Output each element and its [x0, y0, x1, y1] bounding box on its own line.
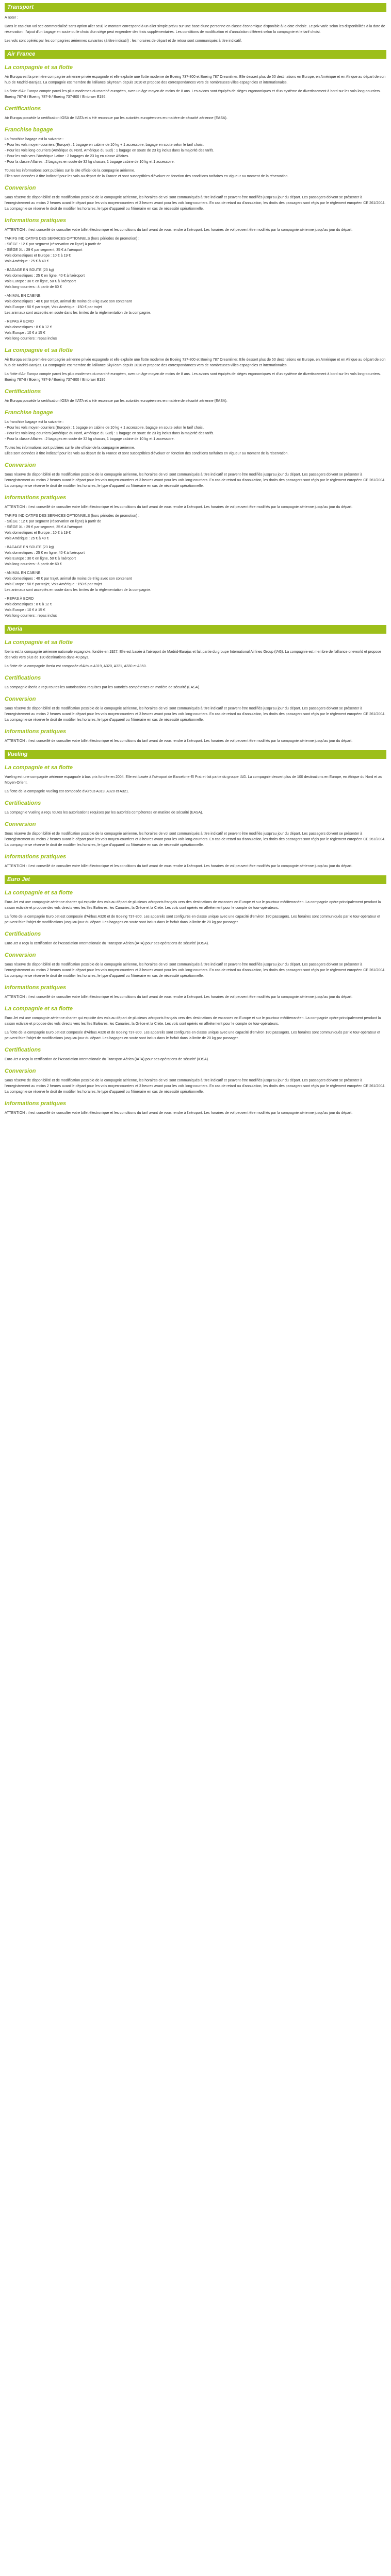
- text-line: Vols domestiques : 40 € par trajet, animal de moins de 8 kg avec son contenant: [5, 300, 132, 303]
- text-line: - Pour les vols long-courriers (Amérique du Nord, Amérique du Sud) : 1 bagage en soute de 23 kg inclus dans la majorité des tarifs.: [5, 432, 215, 435]
- subsection-title: Franchise bagage: [5, 127, 53, 133]
- paragraph: La compagnie Vueling a reçu toutes les autorisations requises par les autorités compétentes en matière de sécurité (EASA).: [5, 811, 203, 815]
- subsection-conversion: [5, 952, 386, 979]
- text-line: - Pour la classe Affaires : 2 bagages en soute de 32 kg chacun, 1 bagage cabine de 10 kg et 1 accessoire.: [5, 437, 175, 441]
- subsection-title: Conversion: [5, 462, 36, 468]
- paragraph: Air Europa est la première compagnie aérienne privée espagnole et elle exploite une flotte moderne de Boeing 737-800 et Boeing 787 Dreamliner. Elle dessert plus de 50 destinations en Europe, en Amérique et en Afrique au départ de son hub de Madrid-Barajas. La compagnie est membre de l'alliance SkyTeam depuis 2010 et propose des correspondances vers de nombreuses villes espagnoles et internationales.: [5, 358, 386, 367]
- section-title: Transport: [5, 3, 386, 12]
- subsection-title: Certifications: [5, 931, 41, 937]
- text-line: Les animaux sont acceptés en soute dans les limites de la réglementation de la compagnie.: [5, 311, 152, 315]
- subsection-title: Conversion: [5, 1068, 36, 1074]
- subsection-informations-pratiques: [5, 494, 386, 619]
- text-line: - BAGAGE EN SOUTE (23 kg): [5, 546, 54, 549]
- subsection-title: Conversion: [5, 952, 36, 958]
- text-line: Elles sont données à titre indicatif pour les vols au départ de la France et sont susceptibles d'évoluer en fonction des conditions tarifaires en vigueur au moment de la réservation.: [5, 175, 289, 178]
- text-line: Vols long-courriers : repas inclus: [5, 614, 57, 618]
- subsection-conversion: [5, 821, 386, 848]
- paragraph: Dans le cas d'un vol sec commercialisé sans option aller seul, le montant correspond à un aller simple prévu sur une base d'une personne en classe économique disponible à la date choisie. Le prix varie selon les disponibilités à la date de réservation : l'ajout d'un bagage en soute ou le choix d'un siège peut engendrer des frais supplémentaires. Les conditions de modification et d'annulation diffèrent selon la compagnie et le tarif choisi.: [5, 25, 385, 34]
- text-line: Vols Amérique : 25 € à 40 €: [5, 260, 49, 263]
- text-line: Vols domestiques et Europe : 10 € à 19 €: [5, 531, 71, 535]
- text-line: Vols long-courriers : repas inclus: [5, 337, 57, 341]
- text-line: Vols Europe : 50 € par trajet, Vols Amérique : 150 € par trajet: [5, 306, 102, 309]
- subsection-franchise-bagage: [5, 126, 386, 179]
- text-line: - REPAS À BORD: [5, 320, 34, 324]
- subsection-conversion: [5, 462, 386, 489]
- paragraph: La flotte de la compagnie Euro Jet est composée d'Airbus A320 et de Boeing 737-800. Les appareils sont configurés en classe unique avec une capacité d'environ 180 passagers. Les horaires sont communiqués par le tour-opérateur et peuvent faire l'objet de modifications jusqu'au jour du départ. Les bagages en soute sont inclus dans le forfait dans la limite de 20 kg par passager.: [5, 1031, 381, 1040]
- subsection-title: La compagnie et sa flotte: [5, 1006, 73, 1012]
- paragraph: Sous réserve de disponibilité et de modification possible de la compagnie aérienne, les horaires de vol sont communiqués à titre indicatif et peuvent être modifiés jusqu'au jour du départ. Les passagers doivent se présenter à l'enregistrement au moins 2 heures avant le départ pour les vols moyen-courriers et 3 heures avant pour les vols long-courriers. En cas de retard ou d'annulation, les droits des passagers sont régis par le règlement européen CE 261/2004. La compagnie se réserve le droit de modifier les horaires, le type d'appareil ou l'itinéraire en cas de nécessité opérationnelle.: [5, 473, 386, 488]
- subsection-title: La compagnie et sa flotte: [5, 64, 73, 71]
- text-line: Vols domestiques : 8 € à 12 €: [5, 603, 52, 606]
- subsection-certifications: [5, 1046, 386, 1062]
- paragraph: Sous réserve de disponibilité et de modification possible de la compagnie aérienne, les horaires de vol sont communiqués à titre indicatif et peuvent être modifiés jusqu'au jour du départ. Les passagers doivent se présenter à l'enregistrement au moins 2 heures avant le départ pour les vols moyen-courriers et 3 heures avant pour les vols long-courriers. En cas de retard ou d'annulation, les droits des passagers sont régis par le règlement européen CE 261/2004. La compagnie se réserve le droit de modifier les horaires, le type d'appareil ou l'itinéraire en cas de nécessité opérationnelle.: [5, 1079, 386, 1094]
- text-block: [5, 319, 386, 342]
- subsection-conversion: [5, 1067, 386, 1095]
- subsection-la-compagnie-et-sa-flotte: [5, 1005, 386, 1041]
- section-title: Iberia: [5, 625, 386, 634]
- subsection-la-compagnie-et-sa-flotte: [5, 764, 386, 794]
- paragraph: Euro Jet a reçu la certification de l'Association Internationale du Transport Aérien (IATA) pour ses opérations de sécurité (IOSA).: [5, 1058, 209, 1061]
- paragraph: Vueling est une compagnie aérienne espagnole à bas prix fondée en 2004. Elle est basée à l'aéroport de Barcelone-El Prat et fait partie du groupe IAG. La compagnie dessert plus de 100 destinations en Europe, en Afrique du Nord et au Moyen-Orient.: [5, 775, 382, 785]
- subsection-title: La compagnie et sa flotte: [5, 765, 73, 771]
- paragraph: Sous réserve de disponibilité et de modification possible de la compagnie aérienne, les horaires de vol sont communiqués à titre indicatif et peuvent être modifiés jusqu'au jour du départ. Les passagers doivent se présenter à l'enregistrement au moins 2 heures avant le départ pour les vols moyen-courriers et 3 heures avant pour les vols long-courriers. En cas de retard ou d'annulation, les droits des passagers sont régis par le règlement européen CE 261/2004. La compagnie se réserve le droit de modifier les horaires, le type d'appareil ou l'itinéraire en cas de nécessité opérationnelle.: [5, 832, 386, 847]
- text-line: Vols long-courriers : à partir de 60 €: [5, 563, 62, 566]
- paragraph: Sous réserve de disponibilité et de modification possible de la compagnie aérienne, les horaires de vol sont communiqués à titre indicatif et peuvent être modifiés jusqu'au jour du départ. Les passagers doivent se présenter à l'enregistrement au moins 2 heures avant le départ pour les vols moyen-courriers et 3 heures avant pour les vols long-courriers. En cas de retard ou d'annulation, les droits des passagers sont régis par le règlement européen CE 261/2004. La compagnie se réserve le droit de modifier les horaires, le type d'appareil ou l'itinéraire en cas de nécessité opérationnelle.: [5, 707, 386, 722]
- subsection-informations-pratiques: [5, 728, 386, 744]
- section-title: Euro Jet: [5, 875, 386, 884]
- text-block: [5, 137, 386, 165]
- text-line: - SIÈGE XL : 29 € par segment, 35 € à l'aéroport: [5, 248, 83, 252]
- paragraph: ATTENTION : il est conseillé de consulter votre billet électronique et les conditions du tarif avant de vous rendre à l'aéroport. Les horaires de vol peuvent être modifiés par la compagnie aérienne jusqu'au jour du départ.: [5, 995, 353, 999]
- text-line: Vols domestiques : 25 € en ligne, 40 € à l'aéroport: [5, 551, 85, 555]
- text-line: Elles sont données à titre indicatif pour les vols au départ de la France et sont susceptibles d'évoluer en fonction des conditions tarifaires en vigueur au moment de la réservation.: [5, 452, 289, 455]
- subsection-title: Certifications: [5, 106, 41, 112]
- paragraph: La flotte de la compagnie Iberia est composée d'Airbus A319, A320, A321, A330 et A350.: [5, 665, 147, 668]
- text-line: Vols domestiques et Europe : 10 € à 19 €: [5, 254, 71, 258]
- subsection-certifications: [5, 388, 386, 404]
- text-line: - BAGAGE EN SOUTE (23 kg): [5, 268, 54, 272]
- text-line: La franchise bagage est la suivante :: [5, 420, 64, 424]
- paragraph: Air Europa possède la certification IOSA de l'IATA et a été reconnue par les autorités européennes en matière de sécurité aérienne (EASA).: [5, 116, 227, 120]
- paragraph: ATTENTION : il est conseillé de consulter votre billet électronique et les conditions du tarif avant de vous rendre à l'aéroport. Les horaires de vol peuvent être modifiés par la compagnie aérienne jusqu'au jour du départ.: [5, 228, 353, 232]
- paragraph: Euro Jet est une compagnie aérienne charter qui exploite des vols au départ de plusieurs aéroports français vers des destinations de vacances en Europe et sur le pourtour méditerranéen. La compagnie opère principalement pendant la saison estivale et propose des vols directs vers les îles Baléares, les Canaries, la Grèce et la Crète. Les vols sont opérés en affrètement pour le compte de tour-opérateurs.: [5, 1016, 381, 1026]
- subsection-title: Certifications: [5, 1047, 41, 1053]
- text-line: - Pour la classe Affaires : 2 bagages en soute de 32 kg chacun, 1 bagage cabine de 10 kg et 1 accessoire.: [5, 160, 175, 164]
- subsection-title: Certifications: [5, 675, 41, 681]
- subsection-conversion: [5, 184, 386, 212]
- text-block: [5, 445, 386, 456]
- text-line: Vols Amérique : 25 € à 40 €: [5, 537, 49, 540]
- text-line: - Pour les vols long-courriers (Amérique du Nord, Amérique du Sud) : 1 bagage en soute de 23 kg inclus dans la majorité des tarifs.: [5, 149, 215, 152]
- text-block: [5, 419, 386, 442]
- text-block: [5, 513, 386, 541]
- section-title: Vueling: [5, 750, 386, 759]
- text-line: - ANIMAL EN CABINE: [5, 294, 41, 298]
- paragraph: ATTENTION : il est conseillé de consulter votre billet électronique et les conditions du tarif avant de vous rendre à l'aéroport. Les horaires de vol peuvent être modifiés par la compagnie aérienne jusqu'au jour du départ.: [5, 739, 353, 743]
- subsection-franchise-bagage: [5, 409, 386, 456]
- paragraph: Euro Jet est une compagnie aérienne charter qui exploite des vols au départ de plusieurs aéroports français vers des destinations de vacances en Europe et sur le pourtour méditerranéen. La compagnie opère principalement pendant la saison estivale et propose des vols directs vers les îles Baléares, les Canaries, la Grèce et la Crète. Les vols sont opérés en affrètement pour le compte de tour-opérateurs.: [5, 901, 381, 910]
- paragraph: Sous réserve de disponibilité et de modification possible de la compagnie aérienne, les horaires de vol sont communiqués à titre indicatif et peuvent être modifiés jusqu'au jour du départ. Les passagers doivent se présenter à l'enregistrement au moins 2 heures avant le départ pour les vols moyen-courriers et 3 heures avant pour les vols long-courriers. En cas de retard ou d'annulation, les droits des passagers sont régis par le règlement européen CE 261/2004. La compagnie se réserve le droit de modifier les horaires, le type d'appareil ou l'itinéraire en cas de nécessité opérationnelle.: [5, 196, 386, 211]
- subsection-certifications: [5, 674, 386, 690]
- subsection-title: La compagnie et sa flotte: [5, 890, 73, 896]
- subsection-la-compagnie-et-sa-flotte: [5, 889, 386, 925]
- text-line: TARIFS INDICATIFS DES SERVICES OPTIONNELS (hors périodes de promotion) :: [5, 237, 140, 241]
- text-block: [5, 168, 386, 179]
- subsection-title: Conversion: [5, 821, 36, 827]
- text-line: TARIFS INDICATIFS DES SERVICES OPTIONNELS (hors périodes de promotion) :: [5, 514, 140, 518]
- text-line: Vols Europe : 30 € en ligne, 50 € à l'aéroport: [5, 557, 76, 561]
- text-block: [5, 545, 386, 567]
- subsection-title: Informations pratiques: [5, 217, 67, 224]
- subsection-informations-pratiques: [5, 217, 386, 342]
- paragraph: Euro Jet a reçu la certification de l'Association Internationale du Transport Aérien (IATA) pour ses opérations de sécurité (IOSA).: [5, 942, 209, 945]
- subsection-certifications: [5, 105, 386, 121]
- subsection-title: Certifications: [5, 800, 41, 806]
- text-block: [5, 596, 386, 619]
- text-line: - SIÈGE XL : 29 € par segment, 35 € à l'aéroport: [5, 526, 83, 529]
- subsection-title: Informations pratiques: [5, 854, 67, 860]
- paragraph: A noter :: [5, 16, 19, 20]
- subsection-title: Informations pratiques: [5, 728, 67, 735]
- text-block: [5, 570, 386, 593]
- subsection-conversion: [5, 696, 386, 723]
- text-line: Vols long-courriers : à partir de 60 €: [5, 285, 62, 289]
- text-block: [5, 236, 386, 264]
- text-line: Vols Europe : 30 € en ligne, 50 € à l'aéroport: [5, 280, 76, 283]
- text-line: Vols Europe : 10 € à 15 €: [5, 331, 45, 335]
- subsection-la-compagnie-et-sa-flotte: [5, 639, 386, 669]
- text-line: - SIÈGE : 12 € par segment (réservation en ligne) à partir de: [5, 243, 102, 246]
- paragraph: La flotte de la compagnie Euro Jet est composée d'Airbus A320 et de Boeing 737-800. Les appareils sont configurés en classe unique avec une capacité d'environ 180 passagers. Les horaires sont communiqués par le tour-opérateur et peuvent faire l'objet de modifications jusqu'au jour du départ. Les bagages en soute sont inclus dans le forfait dans la limite de 20 kg par passager.: [5, 915, 381, 924]
- subsection-la-compagnie-et-sa-flotte: [5, 64, 386, 100]
- subsection-title: La compagnie et sa flotte: [5, 347, 73, 353]
- subsection-la-compagnie-et-sa-flotte: [5, 347, 386, 383]
- paragraph: La compagnie Iberia a reçu toutes les autorisations requises par les autorités compétentes en matière de sécurité (EASA).: [5, 686, 200, 689]
- section-iberia: [5, 625, 386, 744]
- subsection-title: Conversion: [5, 185, 36, 191]
- text-line: Vols domestiques : 40 € par trajet, animal de moins de 8 kg avec son contenant: [5, 577, 132, 581]
- text-line: Vols domestiques : 25 € en ligne, 40 € à l'aéroport: [5, 274, 85, 278]
- subsection-informations-pratiques: [5, 984, 386, 1000]
- text-line: Vols Europe : 10 € à 15 €: [5, 608, 45, 612]
- paragraph: Air Europa est la première compagnie aérienne privée espagnole et elle exploite une flotte moderne de Boeing 737-800 et Boeing 787 Dreamliner. Elle dessert plus de 50 destinations en Europe, en Amérique et en Afrique au départ de son hub de Madrid-Barajas. La compagnie est membre de l'alliance SkyTeam depuis 2010 et propose des correspondances vers de nombreuses villes espagnoles et internationales.: [5, 75, 386, 84]
- text-line: - REPAS À BORD: [5, 597, 34, 601]
- travel-info-document: [0, 0, 391, 1134]
- text-block: [5, 267, 386, 290]
- text-line: - Pour les vols vers l'Amérique Latine : 2 bagages de 23 kg en classe Affaires.: [5, 155, 129, 158]
- paragraph: Les vols sont opérés par les compagnies aériennes suivantes (à titre indicatif) : les horaires de départ et de retour sont communiqués à titre indicatif.: [5, 39, 242, 43]
- paragraph: ATTENTION : il est conseillé de consulter votre billet électronique et les conditions du tarif avant de vous rendre à l'aéroport. Les horaires de vol peuvent être modifiés par la compagnie aérienne jusqu'au jour du départ.: [5, 1111, 353, 1115]
- text-line: Toutes les informations sont publiées sur le site officiel de la compagnie aérienne.: [5, 446, 135, 450]
- section-title: Air France: [5, 50, 386, 59]
- subsection-title: Certifications: [5, 388, 41, 395]
- paragraph: Sous réserve de disponibilité et de modification possible de la compagnie aérienne, les horaires de vol sont communiqués à titre indicatif et peuvent être modifiés jusqu'au jour du départ. Les passagers doivent se présenter à l'enregistrement au moins 2 heures avant le départ pour les vols moyen-courriers et 3 heures avant pour les vols long-courriers. En cas de retard ou d'annulation, les droits des passagers sont régis par le règlement européen CE 261/2004. La compagnie se réserve le droit de modifier les horaires, le type d'appareil ou l'itinéraire en cas de nécessité opérationnelle.: [5, 963, 386, 978]
- section-vueling: [5, 750, 386, 869]
- paragraph: La flotte d'Air Europa compte parmi les plus modernes du marché européen, avec un âge moyen de moins de 8 ans. Les avions sont équipés de sièges ergonomiques et d'un système de divertissement à bord sur les vols long-courriers. Boeing 787-8 / Boeing 787-9 / Boeing 737-800 / Embraer E195.: [5, 372, 381, 382]
- text-line: Vols Europe : 50 € par trajet, Vols Amérique : 150 € par trajet: [5, 583, 102, 586]
- text-line: - Pour les vols moyen-courriers (Europe) : 1 bagage en cabine de 10 kg + 1 accessoire, bagage en soute selon le tarif choisi.: [5, 143, 204, 147]
- paragraph: ATTENTION : il est conseillé de consulter votre billet électronique et les conditions du tarif avant de vous rendre à l'aéroport. Les horaires de vol peuvent être modifiés par la compagnie aérienne jusqu'au jour du départ.: [5, 865, 353, 868]
- text-line: La franchise bagage est la suivante :: [5, 138, 64, 141]
- text-line: - Pour les vols moyen-courriers (Europe) : 1 bagage en cabine de 10 kg + 1 accessoire, bagage en soute selon le tarif choisi.: [5, 426, 204, 430]
- subsection-title: Conversion: [5, 696, 36, 702]
- text-line: Toutes les informations sont publiées sur le site officiel de la compagnie aérienne.: [5, 169, 135, 173]
- paragraph: La flotte de la compagnie Vueling est composée d'Airbus A319, A320 et A321.: [5, 790, 129, 793]
- subsection-title: Informations pratiques: [5, 1100, 67, 1107]
- subsection-title: Informations pratiques: [5, 495, 67, 501]
- text-block: [5, 293, 386, 316]
- subsection-informations-pratiques: [5, 1100, 386, 1116]
- section-air-france: [5, 50, 386, 619]
- paragraph: Air Europa possède la certification IOSA de l'IATA et a été reconnue par les autorités européennes en matière de sécurité aérienne (EASA).: [5, 399, 227, 403]
- section-euro-jet: [5, 875, 386, 1116]
- paragraph: Iberia est la compagnie aérienne nationale espagnole, fondée en 1927. Elle est basée à l'aéroport de Madrid-Barajas et fait partie du groupe International Airlines Group (IAG). La compagnie est membre de l'alliance oneworld et propose des vols vers plus de 130 destinations dans 40 pays.: [5, 650, 381, 659]
- text-line: Les animaux sont acceptés en soute dans les limites de la réglementation de la compagnie.: [5, 588, 152, 592]
- text-line: - SIÈGE : 12 € par segment (réservation en ligne) à partir de: [5, 520, 102, 523]
- subsection-title: La compagnie et sa flotte: [5, 639, 73, 646]
- subsection-title: Franchise bagage: [5, 410, 53, 416]
- section-transport: [5, 3, 386, 44]
- text-line: Vols domestiques : 8 € à 12 €: [5, 326, 52, 329]
- subsection-certifications: [5, 930, 386, 946]
- subsection-title: Informations pratiques: [5, 985, 67, 991]
- subsection-certifications: [5, 800, 386, 816]
- paragraph: ATTENTION : il est conseillé de consulter votre billet électronique et les conditions du tarif avant de vous rendre à l'aéroport. Les horaires de vol peuvent être modifiés par la compagnie aérienne jusqu'au jour du départ.: [5, 505, 353, 509]
- subsection-informations-pratiques: [5, 853, 386, 869]
- paragraph: La flotte d'Air Europa compte parmi les plus modernes du marché européen, avec un âge moyen de moins de 8 ans. Les avions sont équipés de sièges ergonomiques et d'un système de divertissement à bord sur les vols long-courriers. Boeing 787-8 / Boeing 787-9 / Boeing 737-800 / Embraer E195.: [5, 90, 381, 99]
- text-line: - ANIMAL EN CABINE: [5, 571, 41, 575]
